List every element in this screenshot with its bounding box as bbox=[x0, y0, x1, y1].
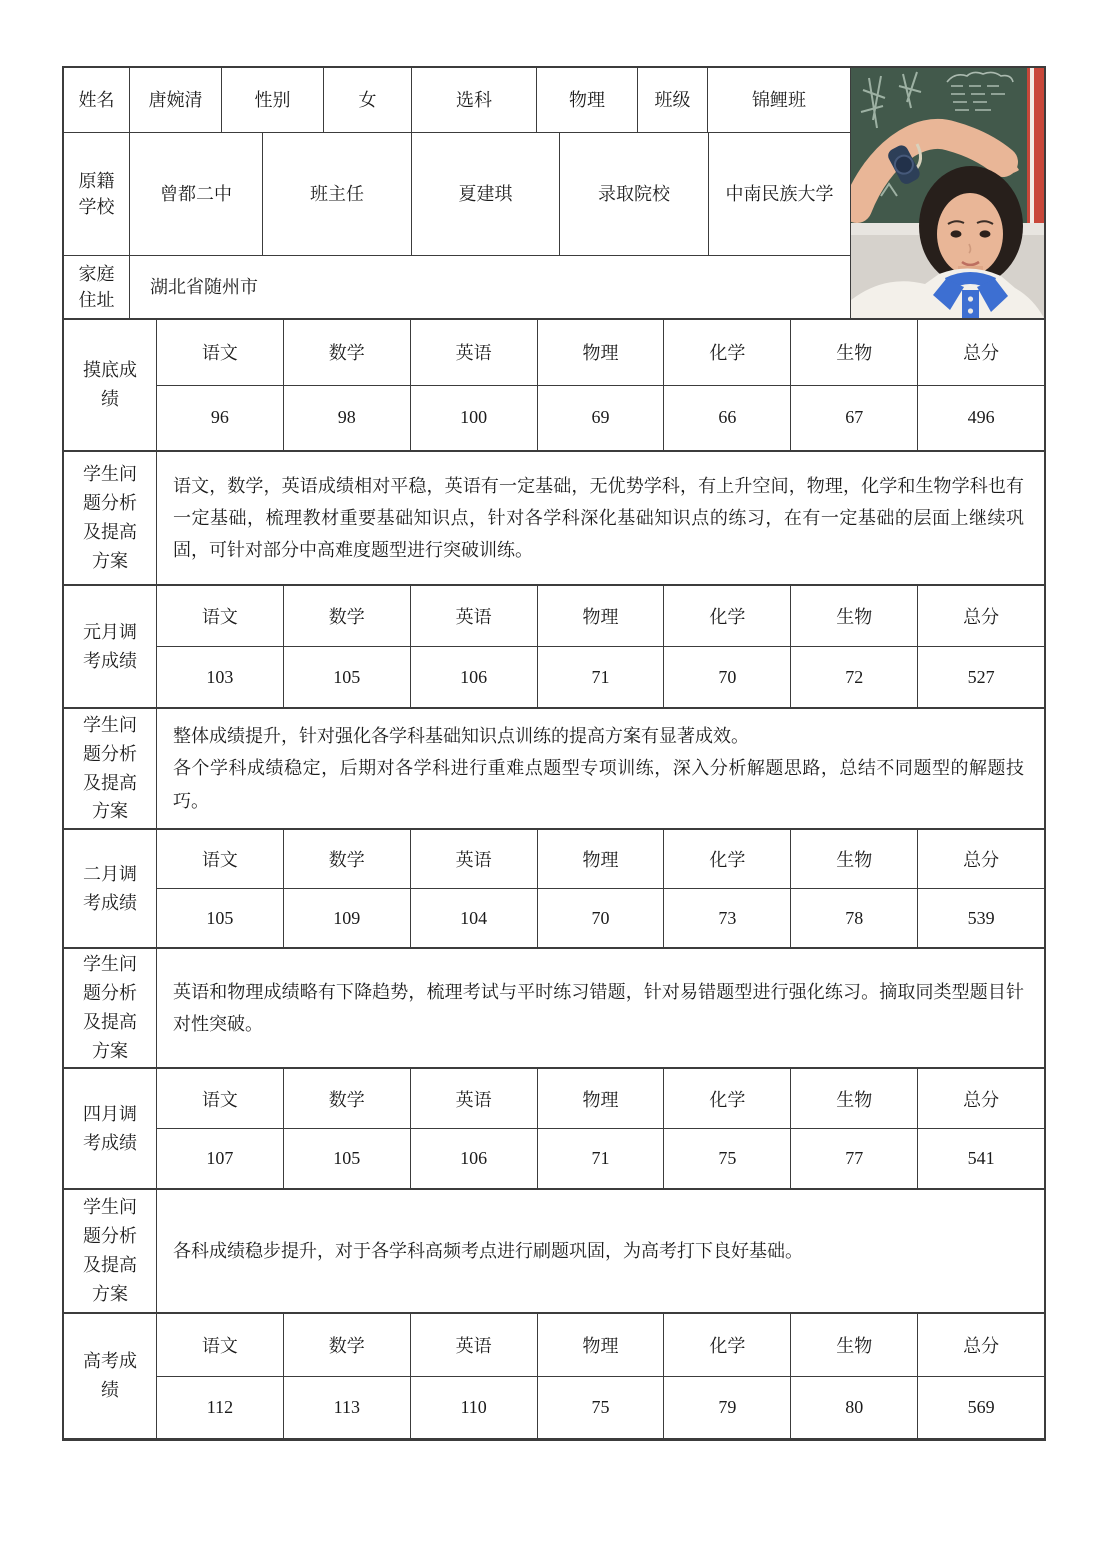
analysis-text bbox=[157, 709, 1044, 828]
class-value: 锦鲤班 bbox=[708, 68, 851, 132]
analysis-section bbox=[64, 949, 1044, 1069]
home-address-label: 家庭住址 bbox=[64, 256, 130, 318]
sections-container bbox=[64, 320, 1044, 1438]
score-value: 78 bbox=[791, 889, 918, 947]
subject-header: 英语 bbox=[411, 830, 538, 888]
score-value: 75 bbox=[664, 1129, 791, 1188]
admitted-school-value: 中南民族大学 bbox=[709, 133, 851, 255]
score-value: 110 bbox=[411, 1377, 538, 1439]
subject-header-row bbox=[157, 320, 1044, 386]
score-value: 96 bbox=[157, 386, 284, 451]
section-label: 元月调考成绩 bbox=[64, 586, 157, 707]
analysis-section bbox=[64, 1190, 1044, 1314]
score-value: 109 bbox=[284, 889, 411, 947]
score-value: 66 bbox=[664, 386, 791, 451]
analysis-paragraph: 语文，数学，英语成绩相对平稳，英语有一定基础，无优势学科，有上升空间，物理，化学和生物学科也有一定基础，梳理教材重要基础知识点，针对各学科深化基础知识点的练习，在有一定基础的层面上继续巩固，可针对部分中高难度题型进行突破训练。 bbox=[173, 475, 1024, 561]
score-value-row bbox=[157, 1129, 1044, 1188]
score-value-row bbox=[157, 1377, 1044, 1439]
subject-header: 生物 bbox=[791, 1314, 918, 1376]
subject-header-row bbox=[157, 586, 1044, 647]
score-value: 527 bbox=[967, 666, 995, 687]
subject-header: 生物 bbox=[791, 320, 918, 385]
score-section bbox=[64, 1069, 1044, 1190]
score-value: 569 bbox=[967, 1396, 995, 1417]
gender-value: 女 bbox=[324, 68, 412, 132]
score-value: 107 bbox=[157, 1129, 284, 1188]
section-label: 二月调考成绩 bbox=[64, 830, 157, 947]
analysis-paragraph: 整体成绩提升，针对强化各学科基础知识点训练的提高方案有显著成效。 bbox=[173, 726, 749, 747]
subject-selection-label: 选科 bbox=[412, 68, 537, 132]
subject-header-row bbox=[157, 1069, 1044, 1129]
score-value-row bbox=[157, 386, 1044, 451]
subject-header: 数学 bbox=[284, 830, 411, 888]
subject-header: 数学 bbox=[284, 320, 411, 385]
score-value: 106 bbox=[411, 647, 538, 707]
subject-header: 数学 bbox=[284, 586, 411, 646]
subject-header: 总分 bbox=[963, 607, 1000, 627]
subject-header: 物理 bbox=[538, 830, 665, 888]
subject-header: 物理 bbox=[538, 1069, 665, 1128]
score-value: 79 bbox=[664, 1377, 791, 1439]
name-value: 唐婉清 bbox=[130, 68, 222, 132]
subject-header: 数学 bbox=[284, 1069, 411, 1128]
score-section bbox=[64, 586, 1044, 709]
subject-header: 英语 bbox=[411, 1314, 538, 1376]
subject-header: 语文 bbox=[157, 1069, 284, 1128]
subject-header: 物理 bbox=[538, 1314, 665, 1376]
analysis-paragraph: 英语和物理成绩略有下降趋势，梳理考试与平时练习错题，针对易错题型进行强化练习。摘取同类型题目针对性突破。 bbox=[173, 981, 1024, 1034]
score-value: 73 bbox=[664, 889, 791, 947]
section-label: 学生问题分析及提高方案 bbox=[64, 1190, 157, 1312]
subject-header: 物理 bbox=[538, 320, 665, 385]
score-value: 496 bbox=[967, 407, 995, 428]
subject-header: 化学 bbox=[664, 1069, 791, 1128]
score-value: 113 bbox=[284, 1377, 411, 1439]
score-value: 100 bbox=[411, 386, 538, 451]
head-teacher-value: 夏建琪 bbox=[412, 133, 560, 255]
score-grid bbox=[157, 586, 1044, 707]
subject-header: 物理 bbox=[538, 586, 665, 646]
gender-label: 性别 bbox=[222, 68, 324, 132]
section-label: 学生问题分析及提高方案 bbox=[64, 709, 157, 828]
admitted-school-label: 录取院校 bbox=[560, 133, 709, 255]
subject-header: 化学 bbox=[664, 586, 791, 646]
section-label: 摸底成绩 bbox=[64, 320, 157, 450]
analysis-text bbox=[157, 949, 1044, 1067]
subject-header: 生物 bbox=[791, 1069, 918, 1128]
subject-header: 语文 bbox=[157, 320, 284, 385]
score-value: 539 bbox=[967, 907, 995, 928]
analysis-paragraph: 各科成绩稳步提升，对于各学科高频考点进行刷题巩固，为高考打下良好基础。 bbox=[173, 1240, 803, 1261]
score-value: 70 bbox=[664, 647, 791, 707]
section-label: 四月调考成绩 bbox=[64, 1069, 157, 1188]
score-value: 72 bbox=[791, 647, 918, 707]
score-grid bbox=[157, 320, 1044, 450]
subject-header-row bbox=[157, 830, 1044, 889]
analysis-text bbox=[157, 452, 1044, 584]
section-label: 高考成绩 bbox=[64, 1314, 157, 1438]
score-value: 541 bbox=[967, 1148, 995, 1168]
subject-header: 总分 bbox=[963, 1335, 1000, 1356]
score-value-row bbox=[157, 889, 1044, 947]
subject-header: 语文 bbox=[157, 586, 284, 646]
score-grid bbox=[157, 830, 1044, 947]
score-value: 70 bbox=[538, 889, 665, 947]
score-value: 80 bbox=[791, 1377, 918, 1439]
subject-header: 化学 bbox=[664, 1314, 791, 1376]
score-value: 105 bbox=[284, 647, 411, 707]
score-value-row bbox=[157, 647, 1044, 707]
origin-school-label: 原籍学校 bbox=[64, 133, 130, 255]
score-grid bbox=[157, 1069, 1044, 1188]
head-teacher-label: 班主任 bbox=[263, 133, 412, 255]
subject-header: 英语 bbox=[411, 1069, 538, 1128]
subject-header: 数学 bbox=[284, 1314, 411, 1376]
score-value: 77 bbox=[791, 1129, 918, 1188]
origin-school-value: 曾都二中 bbox=[130, 133, 263, 255]
score-grid bbox=[157, 1314, 1044, 1438]
class-label: 班级 bbox=[638, 68, 708, 132]
subject-header: 英语 bbox=[411, 586, 538, 646]
score-value: 104 bbox=[411, 889, 538, 947]
subject-header: 语文 bbox=[157, 830, 284, 888]
subject-header: 总分 bbox=[963, 850, 1000, 870]
subject-header-row bbox=[157, 1314, 1044, 1377]
subject-header: 总分 bbox=[963, 1089, 1000, 1110]
score-value: 105 bbox=[157, 889, 284, 947]
student-photo bbox=[851, 68, 1044, 318]
score-value: 103 bbox=[157, 647, 284, 707]
score-value: 106 bbox=[411, 1129, 538, 1188]
subject-header: 总分 bbox=[963, 343, 1000, 364]
score-value: 75 bbox=[538, 1377, 665, 1439]
score-value: 69 bbox=[538, 386, 665, 451]
student-info-block bbox=[64, 68, 1044, 320]
score-value: 71 bbox=[538, 1129, 665, 1188]
analysis-text bbox=[157, 1190, 1044, 1312]
score-value: 105 bbox=[284, 1129, 411, 1188]
section-label: 学生问题分析及提高方案 bbox=[64, 949, 157, 1067]
name-label: 姓名 bbox=[64, 68, 130, 132]
score-section bbox=[64, 320, 1044, 452]
score-value: 71 bbox=[538, 647, 665, 707]
subject-header: 英语 bbox=[411, 320, 538, 385]
home-address-value: 湖北省随州市 bbox=[130, 256, 851, 318]
subject-header: 生物 bbox=[791, 586, 918, 646]
analysis-paragraph: 各个学科成绩稳定，后期对各学科进行重难点题型专项训练，深入分析解题思路，总结不同题型的解题技巧。 bbox=[173, 758, 1024, 811]
subject-header: 语文 bbox=[157, 1314, 284, 1376]
analysis-section bbox=[64, 452, 1044, 586]
score-section bbox=[64, 1314, 1044, 1438]
score-value: 67 bbox=[791, 386, 918, 451]
score-value: 98 bbox=[284, 386, 411, 451]
subject-selection-value: 物理 bbox=[537, 68, 638, 132]
subject-header: 生物 bbox=[791, 830, 918, 888]
score-section bbox=[64, 830, 1044, 949]
subject-header: 化学 bbox=[664, 320, 791, 385]
analysis-section bbox=[64, 709, 1044, 830]
subject-header: 化学 bbox=[664, 830, 791, 888]
section-label: 学生问题分析及提高方案 bbox=[64, 452, 157, 584]
score-value: 112 bbox=[157, 1377, 284, 1439]
student-report-table bbox=[62, 66, 1046, 1441]
